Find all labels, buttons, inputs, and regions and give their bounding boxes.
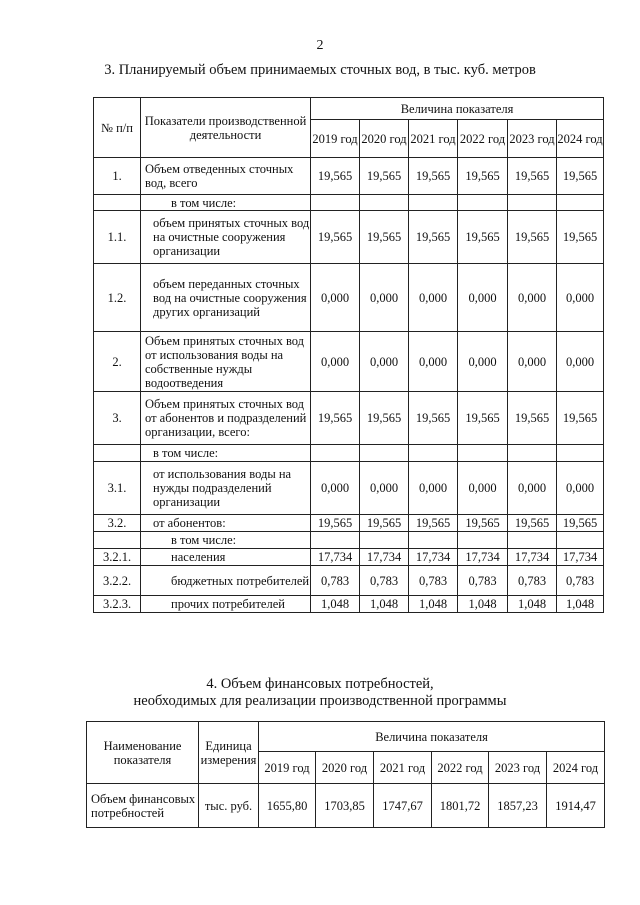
table-row — [94, 566, 604, 596]
row-number — [94, 445, 141, 462]
row-unit: тыс. руб. — [199, 784, 259, 828]
value-cell — [409, 445, 458, 462]
value-cell: 19,565 — [508, 211, 557, 264]
value-cell: 0,000 — [458, 462, 508, 515]
year-header: 2022 год — [458, 120, 508, 158]
row-number: 1.2. — [94, 264, 141, 332]
value-cell: 1747,67 — [374, 784, 432, 828]
value-cell: 19,565 — [311, 515, 360, 532]
value-cell: 19,565 — [360, 158, 409, 195]
row-label: в том числе: — [141, 445, 311, 462]
value-cell: 0,000 — [508, 462, 557, 515]
value-cell: 19,565 — [311, 158, 360, 195]
row-label: объем принятых сточных вод на очистные сооружения организации — [141, 211, 311, 264]
value-cell: 1,048 — [557, 596, 604, 613]
value-cell: 19,565 — [409, 158, 458, 195]
value-cell: 0,000 — [311, 264, 360, 332]
value-cell — [409, 195, 458, 211]
col-indicator-header: Показатели производственной деятельности — [141, 98, 311, 158]
col-unit-header: Единица измерения — [199, 722, 259, 784]
value-cell: 19,565 — [458, 515, 508, 532]
value-cell: 19,565 — [360, 392, 409, 445]
row-number — [94, 532, 141, 549]
value-cell — [311, 195, 360, 211]
table-row — [94, 445, 604, 462]
row-label: Объем отведенных сточных вод, всего — [141, 158, 311, 195]
financial-needs-table — [86, 721, 605, 828]
row-label: бюджетных потребителей — [141, 566, 311, 596]
value-cell: 1,048 — [508, 596, 557, 613]
value-cell: 1,048 — [458, 596, 508, 613]
value-cell: 19,565 — [508, 158, 557, 195]
value-cell: 0,000 — [360, 332, 409, 392]
value-cell — [508, 532, 557, 549]
value-cell: 19,565 — [557, 392, 604, 445]
value-cell — [360, 195, 409, 211]
value-cell — [409, 532, 458, 549]
value-cell: 0,000 — [311, 332, 360, 392]
row-label: от использования воды на нужды подразделений организации — [141, 462, 311, 515]
value-cell: 19,565 — [360, 515, 409, 532]
row-label: прочих потребителей — [141, 596, 311, 613]
year-header: 2021 год — [409, 120, 458, 158]
year-header: 2021 год — [374, 752, 432, 784]
value-cell — [557, 445, 604, 462]
value-cell: 19,565 — [458, 158, 508, 195]
value-cell: 0,000 — [458, 264, 508, 332]
value-cell: 0,783 — [458, 566, 508, 596]
value-cell: 17,734 — [508, 549, 557, 566]
value-cell: 0,000 — [360, 264, 409, 332]
value-cell: 19,565 — [311, 211, 360, 264]
year-header: 2022 год — [432, 752, 489, 784]
value-cell: 0,000 — [409, 462, 458, 515]
value-cell: 0,000 — [409, 264, 458, 332]
table-row — [94, 211, 604, 264]
value-cell: 19,565 — [409, 515, 458, 532]
row-label: Объем принятых сточных вод от абонентов и подразделений организации, всего: — [141, 392, 311, 445]
value-cell: 0,000 — [409, 332, 458, 392]
row-label: объем переданных сточных вод на очистные сооружения других организаций — [141, 264, 311, 332]
value-cell: 1,048 — [311, 596, 360, 613]
value-cell — [557, 195, 604, 211]
row-label: Объем принятых сточных вод от использования воды на собственные нужды водоотведения — [141, 332, 311, 392]
col-value-header: Величина показателя — [259, 722, 605, 752]
value-cell — [311, 445, 360, 462]
value-cell — [360, 445, 409, 462]
col-value-header: Величина показателя — [311, 98, 604, 120]
value-cell: 1801,72 — [432, 784, 489, 828]
section4-title-line2: необходимых для реализации производственной программы — [133, 693, 507, 709]
value-cell: 19,565 — [557, 515, 604, 532]
value-cell — [360, 532, 409, 549]
value-cell: 0,783 — [360, 566, 409, 596]
value-cell: 0,000 — [557, 332, 604, 392]
value-cell — [458, 445, 508, 462]
table-row — [94, 462, 604, 515]
value-cell: 1,048 — [360, 596, 409, 613]
table-row — [94, 392, 604, 445]
year-header: 2023 год — [489, 752, 547, 784]
value-cell: 0,000 — [458, 332, 508, 392]
value-cell: 19,565 — [311, 392, 360, 445]
value-cell: 17,734 — [409, 549, 458, 566]
year-header: 2020 год — [360, 120, 409, 158]
row-number: 3.2.1. — [94, 549, 141, 566]
section3-title: 3. Планируемый объем принимаемых сточных вод, в тыс. куб. метров — [104, 62, 536, 78]
table-row — [87, 784, 605, 828]
value-cell: 0,000 — [360, 462, 409, 515]
wastewater-volume-table — [93, 97, 604, 613]
value-cell: 0,783 — [311, 566, 360, 596]
table-row — [94, 515, 604, 532]
row-number: 3. — [94, 392, 141, 445]
row-label: в том числе: — [141, 532, 311, 549]
row-number: 2. — [94, 332, 141, 392]
value-cell: 0,783 — [409, 566, 458, 596]
value-cell: 0,000 — [311, 462, 360, 515]
value-cell — [311, 532, 360, 549]
year-header: 2019 год — [311, 120, 360, 158]
year-header: 2024 год — [547, 752, 605, 784]
value-cell: 1,048 — [409, 596, 458, 613]
value-cell — [458, 532, 508, 549]
table-row — [94, 596, 604, 613]
row-number: 1. — [94, 158, 141, 195]
table-row — [94, 332, 604, 392]
col-name-header: Наименование показателя — [87, 722, 199, 784]
value-cell: 19,565 — [508, 392, 557, 445]
value-cell: 19,565 — [557, 211, 604, 264]
value-cell: 19,565 — [458, 211, 508, 264]
table-row — [94, 264, 604, 332]
value-cell: 17,734 — [311, 549, 360, 566]
row-number: 3.2.2. — [94, 566, 141, 596]
table-row — [94, 549, 604, 566]
year-header: 2024 год — [557, 120, 604, 158]
value-cell: 19,565 — [557, 158, 604, 195]
section4-title-line1: 4. Объем финансовых потребностей, — [206, 676, 434, 692]
value-cell: 19,565 — [409, 211, 458, 264]
value-cell — [508, 445, 557, 462]
row-number: 1.1. — [94, 211, 141, 264]
row-number: 3.1. — [94, 462, 141, 515]
value-cell — [458, 195, 508, 211]
value-cell: 0,783 — [557, 566, 604, 596]
col-num-header: № п/п — [94, 98, 141, 158]
value-cell: 19,565 — [458, 392, 508, 445]
year-header: 2019 год — [259, 752, 316, 784]
value-cell — [508, 195, 557, 211]
value-cell: 1703,85 — [316, 784, 374, 828]
value-cell: 1857,23 — [489, 784, 547, 828]
value-cell: 19,565 — [409, 392, 458, 445]
page-number: 2 — [316, 38, 324, 53]
row-label: в том числе: — [141, 195, 311, 211]
value-cell: 0,000 — [557, 462, 604, 515]
year-header: 2023 год — [508, 120, 557, 158]
value-cell: 0,000 — [508, 264, 557, 332]
row-label: от абонентов: — [141, 515, 311, 532]
row-label: Объем финансовых потребностей — [87, 784, 199, 828]
table-row — [94, 158, 604, 195]
value-cell: 0,000 — [557, 264, 604, 332]
value-cell: 17,734 — [458, 549, 508, 566]
value-cell — [557, 532, 604, 549]
year-header: 2020 год — [316, 752, 374, 784]
value-cell: 1655,80 — [259, 784, 316, 828]
row-label: населения — [141, 549, 311, 566]
value-cell: 17,734 — [557, 549, 604, 566]
value-cell: 1914,47 — [547, 784, 605, 828]
value-cell: 0,783 — [508, 566, 557, 596]
row-number — [94, 195, 141, 211]
value-cell: 0,000 — [508, 332, 557, 392]
table-row — [94, 195, 604, 211]
row-number: 3.2.3. — [94, 596, 141, 613]
value-cell: 19,565 — [508, 515, 557, 532]
table-row — [94, 532, 604, 549]
row-number: 3.2. — [94, 515, 141, 532]
value-cell: 17,734 — [360, 549, 409, 566]
value-cell: 19,565 — [360, 211, 409, 264]
